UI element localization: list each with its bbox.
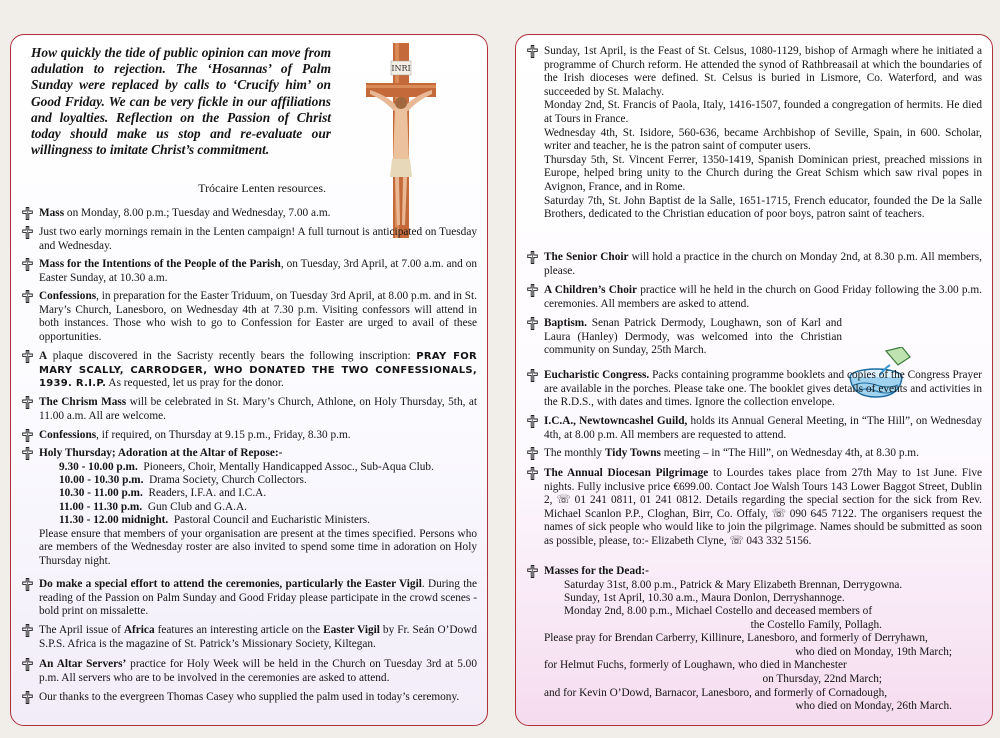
list-item: The Senior Choir will hold a practice in the church on Monday 2nd, at 8.30 p.m. All members, please. [526,251,982,278]
saint-entry: Sunday, 1st April, is the Feast of St. Celsus, 1080-1129, bishop of Armagh where he initiated a programme of Church reform. He attended the synod of Rathbreasail at which the boundaries of the Irish dioceses were defined. St. Celsus is buried in Lismore, Co. Waterford, and was succeeded by St. Malachy. [544,45,982,98]
list-item: A Children’s Choir practice will he held in the church on Good Friday following the 3.00 p.m. ceremonies. All members are asked to attend. [526,284,982,311]
list-item: Holy Thursday; Adoration at the Altar of Repose:- 9.30 - 10.00 p.m. Pioneers, Choir, Mentally Handicapped Assoc., Sub-Aqua Club. 10.00 - 10.30 p.m. Drama Society, Church Collectors. 10.30 - 11.00 p.m. Readers, I.F.A. and I.C.A. 11.00 - 11.30 p.m. Gun Club and G.A.A. 11.30 - 12.00 midnight. Pastoral Council and Eucharistic Ministers. Please ensure that members of your organisation are present at the times specified. Persons who are members of the Wednesday roster are also invited to spend some time in adoration on Holy Thursday night. [21,447,477,568]
saints-list [526,45,982,222]
list-item: Mass on Monday, 8.00 p.m.; Tuesday and Wednesday, 7.00 a.m. [21,207,477,221]
list-item: Do make a special effort to attend the ceremonies, particularly the Easter Vigil. During the reading of the Passion on Palm Sunday and Good Friday please participate in the crowd scenes - bold print on missalette. [21,578,477,619]
cross-icon [22,624,33,637]
adoration-schedule: 9.30 - 10.00 p.m. Pioneers, Choir, Mentally Handicapped Assoc., Sub-Aqua Club. 10.00 - 10.30 p.m. Drama Society, Church Collectors. 10.30 - 11.00 p.m. Readers, I.F.A. and I.C.A. 11.00 - 11.30 p.m. Gun Club and G.A.A. 11.30 - 12.00 midnight. Pastoral Council and Eucharistic Ministers. [59,460,434,527]
cross-icon [527,565,538,578]
quote-source: Trócaire Lenten resources. [198,181,326,195]
right-page [515,34,993,726]
list-item: The monthly Tidy Towns meeting – in “The Hill”, on Wednesday 4th, at 8.30 p.m. [526,447,982,461]
prayer-died: who died on Monday, 26th March. [795,700,952,713]
list-item: The Annual Diocesan Pilgrimage to Lourdes takes place from 27th May to 1st June. Five nights. Fully inclusive price €699.00. Contact Joe Walsh Tours 143 Lower Baggot Street, Dublin 2, ☏ 01 241 0811, 01 241 0812. Details regarding the special section for the sick from Rev. Michael Scanlon P.P., Cloghan, Birr, Co. Offaly, ☏ 090 645 7122. The organisers request the names of sick people who would like to join the pilgrimage. Names should be submitted as soon as possible, please, to:- Elizabeth Clyne, ☏ 043 332 5156. [526,467,982,549]
cross-icon [22,350,33,363]
list-item: Confessions, in preparation for the Easter Triduum, on Tuesday 3rd April, at 8.00 p.m. and in St. Mary’s Church, Lanesboro, on Wednesday 4th at 7.30 p.m. Visiting confessors will attend in both instances. Those who wish to go to Confession for Easter are urged to avail of these opportunities. [21,290,477,344]
list-item: The Chrism Mass will be celebrated in St. Mary’s Church, Athlone, on Holy Thursday, 5th, at 11.00 a.m. All are welcome. [21,396,477,423]
list-item: Our thanks to the evergreen Thomas Casey who supplied the palm used in today’s ceremony. [21,691,477,705]
list-item: Confessions, if required, on Thursday at 9.15 p.m., Friday, 8.30 p.m. [21,429,477,443]
adoration-note: Please ensure that members of your organisation are present at the times specified. Persons who are members of the Wednesday roster are also invited to spend some time in adoration on Holy Thursday night. [39,527,477,567]
cross-icon [527,284,538,297]
saint-entry: Monday 2nd, St. Francis of Paola, Italy, 1416-1507, founded a congregation of hermits. He died at Tours in France. [544,99,982,125]
inri-label: INRI [391,64,411,73]
cross-icon [22,578,33,591]
list-item: Just two early mornings remain in the Lenten campaign! A full turnout is anticipated on Tuesday and Wednesday. [21,226,477,253]
list-item: The April issue of Africa features an interesting article on the Easter Vigil by Fr. Seán O’Dowd S.P.S. Africa is the magazine of St. Patrick’s Missionary Society, Kiltegan. [21,624,477,651]
prayer-died: on Thursday, 22nd March; [762,673,882,685]
mass-entry: the Costello Family, Pollagh. [750,618,882,631]
cross-icon [527,45,538,58]
mass-entry: Monday 2nd, 8.00 p.m., Michael Costello and deceased members of [564,605,873,618]
cross-icon [22,658,33,671]
quote-text: How quickly the tide of public opinion can move from adulation to rejection. The ‘Hosannas’ of Palm Sunday were replaced by calls to ‘Crucify him’ on Good Friday. We can be very fickle in our affiliations and loyalties. Reflection on the Passion of Christ today should make us stop and re-evaluate our willingness to imitate Christ’s commitment. [31,45,331,158]
cross-icon [22,429,33,442]
cross-icon [22,226,33,239]
cross-icon [22,396,33,409]
list-item: Eucharistic Congress. Packs containing programme booklets and copies of the Congress Prayer are available in the porches. Please take one. The booklet gives details of events and activities in the R.D.S., with dates and times. Ignore the collection envelope. [526,369,982,410]
cross-icon [527,251,538,264]
cross-icon [22,258,33,271]
cross-icon [22,290,33,303]
cross-icon [527,369,538,382]
list-item: Mass for the Intentions of the People of the Parish, on Tuesday, 3rd April, at 7.00 a.m. and on Easter Sunday, at 10.30 a.m. [21,258,477,285]
prayer-list [544,632,982,714]
cross-icon [22,447,33,460]
saint-entry: Saturday 7th, St. John Baptist de la Salle, 1651-1715, French educator, founded the De la Salle Brothers, dedicated to the Christian education of poor boys, patron saint of teachers. [544,194,982,221]
mass-entry: Saturday 31st, 8.00 p.m., Patrick & Mary Elizabeth Brennan, Derrygowna. [564,578,903,591]
saint-entry: Wednesday 4th, St. Isidore, 560-636, became Archbishop of Seville, Spain, in 600. Scholar, writer and teacher, he is the patron saint of computer users. [544,126,982,153]
list-item: I.C.A., Newtowncashel Guild, holds its Annual General Meeting, in “The Hill”, on Wednesday 4th, at 8.00 p.m. All members are requested to attend. [526,415,982,442]
cross-icon [527,317,538,330]
prayer-line: and for Kevin O’Dowd, Barnacor, Lanesboro, and formerly of Cornadough, [544,686,888,699]
cross-icon [527,467,538,480]
list-item: An Altar Servers’ practice for Holy Week will be held in the Church on Tuesday 3rd at 5.00 p.m. All servers who are to be involved in the ceremonies are asked to attend. [21,658,477,685]
left-page [10,34,488,726]
cross-icon [527,447,538,460]
list-item: Baptism. Senan Patrick Dermody, Loughawn, son of Karl and Laura (Hanley) Dermody, was welcomed into the Christian community on Sunday, 25th March. [526,317,842,358]
list-item: Masses for the Dead:- Saturday 31st, 8.00 p.m., Patrick & Mary Elizabeth Brennan, Derrygowna. Sunday, 1st April, 10.30 a.m., Maura Donlon, Derryshannoge. Monday 2nd, 8.00 p.m., Michael Costello and deceased members of the Costello Family, Pollagh. Please pray for Brendan Carberry, Killinure, Lanesboro, and formerly of Derryhawn, who died on Monday, 19th March; for Helmut Fuchs, formerly of Loughawn, who died in Manchester on Thursday, 22nd March; and for Kevin O’Dowd, Barnacor, Lanesboro, and formerly of Cornadough, who died on Monday, 26th March. [526,565,982,714]
prayer-line: for Helmut Fuchs, formerly of Loughawn, who died in Manchester [544,659,847,672]
masses-list [544,579,982,633]
prayer-died: who died on Monday, 19th March; [795,645,952,658]
cross-icon [527,415,538,428]
cross-icon [22,691,33,704]
saint-entry: Thursday 5th, St. Vincent Ferrer, 1350-1419, Spanish Dominican priest, preached missions in Europe, helped bring unity to the Church during the Great Schism which saw rival popes in Avignon, France, and in Rome. [544,153,982,193]
prayer-line: Please pray for Brendan Carberry, Killinure, Lanesboro, and formerly of Derryhawn, [544,632,928,645]
list-item: A plaque discovered in the Sacristy recently bears the following inscription: PRAY FOR MARY SCALLY, CARRODGER, WHO DONATED THE TWO CONFESSIONALS, 1939. R.I.P. As requested, let us pray for the donor. [21,350,477,391]
cross-icon [22,207,33,220]
mass-entry: Sunday, 1st April, 10.30 a.m., Maura Donlon, Derryshannoge. [564,592,845,604]
